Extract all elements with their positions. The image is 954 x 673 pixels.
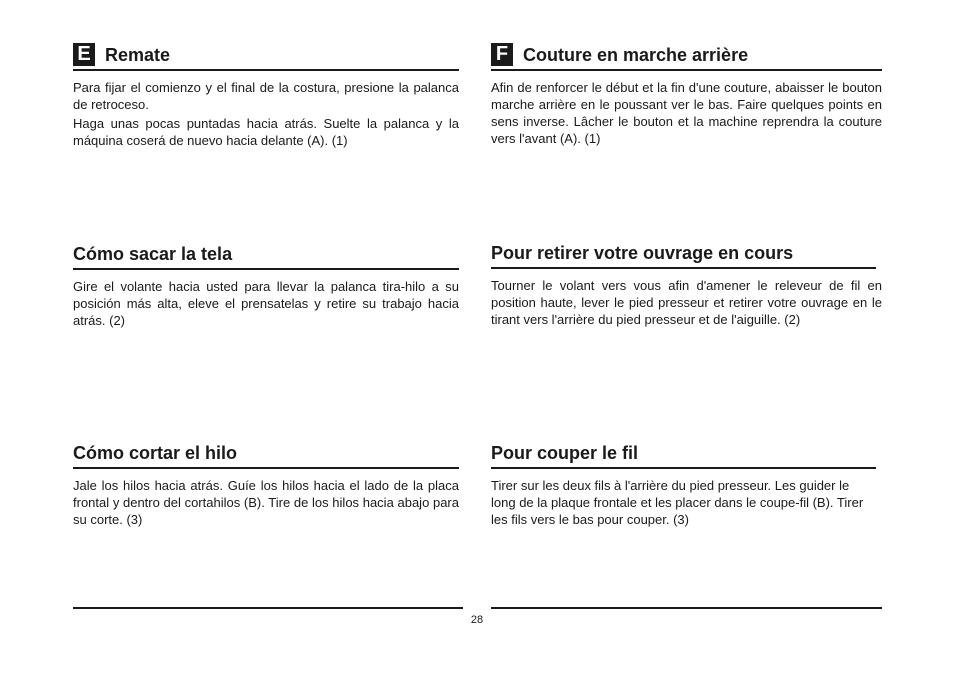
section-body — [73, 278, 459, 329]
section-body — [491, 79, 882, 147]
section-heading — [73, 243, 459, 270]
paragraph: Gire el volante hacia usted para llevar la palanca tira-hilo a su posición más alta, eleve el prensatelas y retire su trabajo hacia atrás. (2) — [73, 279, 459, 328]
section-heading — [73, 442, 459, 469]
footer-rule-right — [491, 607, 882, 609]
section-como-sacar-la-tela — [73, 243, 459, 329]
paragraph: Tourner le volant vers vous afin d'amener le releveur de fil en position haute, lever le pied presseur et retirer votre ouvrage en le tirant vers l'arrière du pied presseur et de l'aiguille. (2) — [491, 278, 882, 327]
section-heading — [491, 242, 876, 269]
section-title: Pour retirer votre ouvrage en cours — [491, 243, 794, 263]
footer-rule-left — [73, 607, 463, 609]
section-badge: E — [73, 43, 95, 66]
section-remate — [73, 43, 459, 149]
section-couture-en-marche-arriere — [491, 43, 882, 147]
section-body — [491, 277, 882, 328]
section-body — [73, 477, 459, 528]
section-como-cortar-el-hilo — [73, 442, 459, 528]
section-pour-retirer-votre-ouvrage — [491, 242, 882, 328]
paragraph: Haga unas pocas puntadas hacia atrás. Suelte la palanca y la máquina coserá de nuevo hacia delante (A). (1) — [73, 116, 459, 148]
paragraph: Jale los hilos hacia atrás. Guíe los hilos hacia el lado de la placa frontal y dentro del cortahilos (B). Tire de los hilos hacia abajo para su corte. (3) — [73, 478, 459, 527]
section-body — [73, 79, 459, 149]
paragraph: Tirer sur les deux fils à l'arrière du pied presseur. Les guider le long de la plaque frontale et les placer dans le coupe-fil (B). Tirer les fils vers le bas pour couper. (3) — [491, 478, 864, 527]
section-title: Remate — [105, 44, 171, 65]
section-title: Cómo sacar la tela — [73, 244, 233, 264]
section-title: Couture en marche arrière — [523, 44, 749, 65]
page-number: 28 — [470, 614, 484, 626]
section-title: Pour couper le fil — [491, 443, 639, 463]
paragraph: Afin de renforcer le début et la fin d'une couture, abaisser le bouton marche arrière en le poussant ver le bas. Faire quelques points en sens inverse. Lâcher le bouton et la machine reprendra la couture vers l'avant (A). (1) — [491, 80, 882, 146]
section-body — [491, 477, 876, 528]
paragraph: Para fijar el comienzo y el final de la costura, presione la palanca de retroceso. — [73, 80, 459, 112]
section-heading — [491, 43, 882, 71]
section-title: Cómo cortar el hilo — [73, 443, 238, 463]
section-heading — [73, 43, 459, 71]
section-heading — [491, 442, 876, 469]
section-badge: F — [491, 43, 513, 66]
section-pour-couper-le-fil — [491, 442, 876, 528]
